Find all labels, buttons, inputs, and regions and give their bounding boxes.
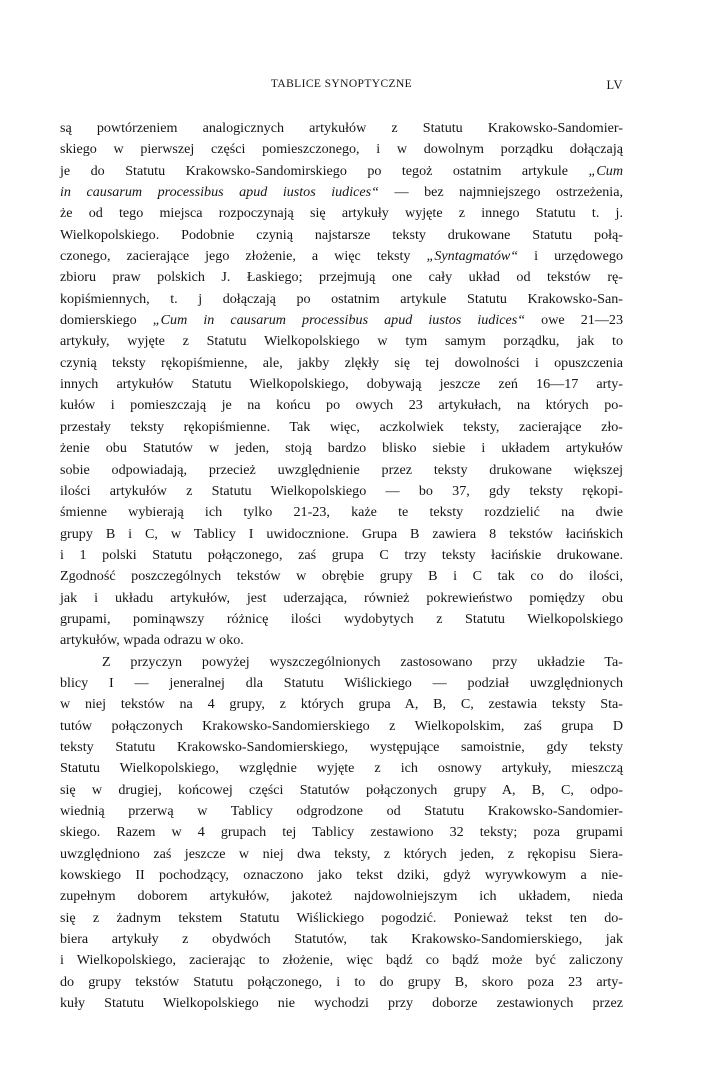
text-line: blicy I — jeneralnej dla Statutu Wiślickiego — podział uwzględnionych (60, 674, 623, 691)
text-line: biera artykuły z obydwóch Statutów, tak Krakowsko-Sandomierskiego, jak (60, 931, 623, 948)
text-line: kowskiego II pochodzący, oznaczono jako tekst dziki, gdyż wyrywkowym a nie- (60, 867, 623, 884)
italic-citation: „Cum (588, 162, 623, 179)
text-line: uwzględniono zaś jeszcze w niej dwa teksty, z których jeden, z rękopisu Siera- (60, 845, 623, 862)
text-line: teksty Statutu Krakowsko-Sandomierskiego, występujące samoistnie, gdy teksty (60, 738, 623, 755)
text-line: kuły Statutu Wielkopolskiego nie wychodzi przy doborze zestawionych przez (60, 995, 623, 1012)
text-line: przestały teksty rękopiśmienne. Tak więc, aczkolwiek teksty, zacierające zło- (60, 418, 623, 435)
text-span: owe 21—23 (525, 312, 624, 329)
text-line: śmienne wybierają ich tylko 21-23, każe te teksty rozdzielić na dwie (60, 504, 623, 521)
running-header (60, 78, 623, 98)
text-line: artykuły, wyjęte z Statutu Wielkopolskiego w tym samym porządku, jak to (60, 333, 623, 350)
text-span: — bez najmniejszego ostrzeżenia, (378, 184, 623, 201)
paragraph-1 (60, 118, 623, 652)
text-line: w niej tekstów na 4 grupy, z których grupa A, B, C, zestawia teksty Sta- (60, 696, 623, 713)
text-line: i Wielkopolskiego, zacierając to złożenie, więc bądź co bądź może być zaliczony (60, 952, 623, 969)
text-line: czynią teksty rękopiśmienne, ale, jakby zlękły się tej dowolności i opuszczenia (60, 354, 623, 371)
text-line: innych artykułów Statutu Wielkopolskiego, dobywają jeszcze zeń 16—17 arty- (60, 376, 623, 393)
text-line: tutów połączonych Krakowsko-Sandomierskiego z Wielkopolskim, zaś grupa D (60, 717, 623, 734)
italic-citation: in causarum processibus apud iustos iudices“ (60, 184, 379, 201)
text-line: się w drugiej, końcowej części Statutów połączonych grupy A, B, C, odpo- (60, 781, 623, 798)
text-line: jak i układu artykułów, jest uderzająca, również pokrewieństwo pomiędzy obu (60, 589, 623, 606)
text-line: ilości artykułów z Statutu Wielkopolskiego — bo 37, gdy teksty rękopi- (60, 482, 623, 499)
text-line: grupami, pominąwszy różnicę ilości wydobytych z Statutu Wielkopolskiego (60, 610, 623, 627)
text-line: do grupy tekstów Statutu połączonego, i to do grupy B, skoro poza 23 arty- (60, 973, 623, 990)
text-line: Zgodność poszczególnych tekstów w obrębie grupy B i C tak co do ilości, (60, 568, 623, 585)
text-line: Z przyczyn powyżej wyszczególnionych zastosowano przy układzie Ta- (102, 653, 623, 670)
text-line: i 1 polski Statutu połączonego, zaś grupa C trzy teksty łacińskie drukowane. (60, 546, 623, 563)
text-line: wiednią przerwą w Tablicy odgrodzone od Statutu Krakowsko-Sandomier- (60, 803, 623, 819)
text-line: zbioru praw polskich J. Łaskiego; przejmują one cały układ od tekstów rę- (60, 269, 623, 286)
text-line: skiego w pierwszej części pomieszczonego, i w dowolnym porządku dołączają (60, 141, 623, 158)
text-line (60, 161, 623, 182)
text-span: je do Statutu Krakowsko-Sandomirskiego po tegoż ostatnim artykule (60, 162, 589, 179)
text-line: że od tego miejsca rozpoczynają się artykuły wyjęte z innego Statutu t. j. (60, 205, 623, 222)
text-line (60, 246, 623, 267)
text-line: artykułów, wpada odrazu w oko. (60, 632, 244, 649)
text-line: Wielkopolskiego. Podobnie czynią najstarsze teksty drukowane Statutu połą- (60, 226, 623, 243)
page-body (60, 118, 623, 1014)
text-line: Statutu Wielkopolskiego, względnie wyjęte z ich osnowy artykuły, mieszczą (60, 760, 623, 777)
paragraph-2 (60, 652, 623, 1015)
text-line (60, 182, 623, 203)
text-line: kopiśmiennych, t. j dołączają po ostatnim artykule Statutu Krakowsko-San- (60, 290, 623, 307)
text-line: sobie odpowiadają, przecież uwzględnienie przez teksty drukowane większej (60, 461, 623, 478)
text-span: czonego, zacierające jego złożenie, a więc teksty (60, 248, 427, 265)
text-line: zupełnym doborem artykułów, jakoteż najdowolniejszym ich układem, nieda (60, 888, 623, 905)
running-title: TABLICE SYNOPTYCZNE (270, 78, 413, 90)
text-line: żenie obu Statutów w jeden, stoją bardzo blisko siebie i układem artykułów (60, 440, 623, 457)
text-line: są powtórzeniem analogicznych artykułów z Statutu Krakowsko-Sandomier- (60, 120, 623, 136)
text-line (60, 310, 623, 331)
text-line: grupy B i C, w Tablicy I uwidocznione. Grupa B zawiera 8 tekstów łacińskich (60, 525, 623, 542)
italic-citation: „Cum in causarum processibus apud iustos iudices“ (152, 312, 526, 329)
text-line: kułów i pomieszczają je na końcu po owych 23 artykułach, na których po- (60, 397, 623, 414)
text-span: domierskiego (60, 312, 153, 329)
page-number: LV (606, 78, 623, 92)
text-line: skiego. Razem w 4 grupach tej Tablicy zestawiono 32 teksty; poza grupami (60, 824, 623, 841)
italic-citation: „Syntagmatów“ (426, 248, 519, 265)
text-span: i urzędowego (518, 248, 623, 265)
text-line: się z żadnym tekstem Statutu Wiślickiego pogodzić. Ponieważ tekst ten do- (60, 909, 623, 926)
